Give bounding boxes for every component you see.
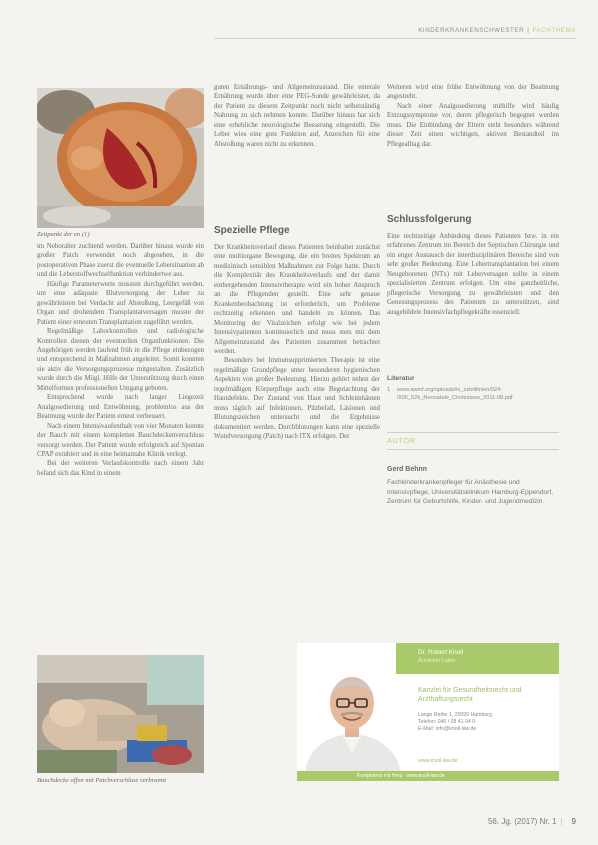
paragraph: Weiteren wird eine frühe Entwöhnung von der Beatmung angestrebt. [387, 84, 559, 101]
paragraph: im Neboralter zuchtend werden. Darüber hinaus wurde ein großer Patch verwendet noch abgesehen, in die postoperativen Phase zuerst die eventuelle Lebersituation ab und die Leberstoffwechselfunktion verhindertwe aus. [37, 243, 204, 279]
column-3-section [387, 214, 559, 317]
issue-info: 56. Jg. (2017) Nr. 1 [487, 817, 557, 826]
surgery-photo [37, 88, 204, 228]
patient-photo [37, 655, 204, 773]
ad-person-name: Dr. Robert Knoll [418, 649, 464, 656]
paragraph: Regelmäßige Laborkontrollen und radiologische Kontrollen dienen der eventuellen Organfunktionen. Die Angehörigen werden laufend früh in die Pflege einbezogen und entsprechend in Maßnahmen angeleitet. Somit konnten sie aktiv die Versorgungsprozesse mitgestalten. Zusätzlich wurde durch die Mögl. Hilfe der Unterstützung durch einen Mittelformen professionellen Umgang geboten. [37, 328, 204, 392]
literature-number: 1 [387, 387, 391, 393]
paragraph: Besonders bei Immunsupprimierten Therapie ist eine regelmäßige Grundpflege unter besonderen hygienischen Aspekten von großer Bedeutung. Hierzu gehört neben der regelmäßigen Körperpflege auch eine Begutachtung der Hautdefekte. Der Zustand von Haut und Schleimhäuten muss täglich auf Infektionen, Pilzbefall, Läsionen und Blutungszeichen untersucht und die Ergebnisse dokumentiert werden. Durchblutungen kann eine spezielle Wundversorgung (Patch) nach ITX erfolgen. Der [214, 357, 380, 441]
literature-heading: Literatur [387, 375, 415, 382]
figure-caption-1: Zeitpunkt der en (1) [37, 231, 90, 238]
ad-title: Kanzlei für Gesundheitsrecht und Arzthaftungsrecht [418, 687, 522, 703]
page-number: 9 [571, 817, 576, 826]
paragraph: Entsprechend wurde nach langer Liegezeit Analgosedierung und Entwöhnung, problemlos aus der Beatmung wurde der Patient erneut verbessert. [37, 394, 204, 421]
ad-contact [418, 712, 558, 734]
header-rule [214, 38, 576, 39]
author-rule-top [387, 432, 559, 433]
patient-photo-graphic [37, 655, 204, 773]
paragraph: Nach einem Intensivaufenthalt von vier Monaten konnte der Bauch mit einem kompletten Bauchdeckenverschluss versorgt werden. Der Patient wurde erfolgreich auf Spontan CPAP extubiert und in eine heimatnahe Klinik verlegt. [37, 422, 204, 458]
column-2-section [214, 225, 380, 442]
header-separator: | [527, 27, 530, 34]
section-heading-pflege: Spezielle Pflege [214, 225, 290, 236]
paragraph: Nach einer Analgosedierung mithilfe wird häufig Entzugssymptome vor, deren pflegerisch begegnet werden muss. Die Einbindung der Eltern steht besonders während dieser Zeit einen wichtigen, aktiven Bestandteil im Pflegealltag dar. [387, 102, 559, 148]
running-header [418, 27, 576, 34]
ad-contact-line: Telefon: 040 / 28 41 04 0 [418, 719, 476, 726]
literature-list [387, 387, 557, 402]
ad-person-role: Ärztlicher Leiter [418, 658, 456, 664]
ad-footer-text: Kompetenz mit Herz · www.knoll-law.de [357, 773, 445, 779]
ad-contact-line: Lange Reihe 1, 20099 Hamburg [418, 712, 492, 718]
author-description: Fachkinderkrankenpfleger für Anästhesie und Intensivpflege, Universitätsklinikum Hamburg-Eppendorf, Zentrum für Geburtshilfe, Kinder- und Jugendmedizin [387, 479, 554, 505]
column-2-top-text [214, 83, 380, 149]
paragraph: Häufige Parameterwerte mussten durchgeführt werden, um eine adäquate Blutversorgung der Leber zu gewährleisten bei Verdacht auf Abstoßung, Leergefäß von Organ und drohendem Transplantatversagen musste der Patient einer erneuten Transplantation zugeführt werden. [37, 280, 204, 326]
ad-portrait [297, 661, 407, 773]
paragraph: guten Ernährungs- und Allgemeinzustand. Die enterale Ernährung wurde über eine PEG-Sonde gewährleistet, da der Patient zu diesem Zeitpunkt noch nicht selbstständig Nahrung zu sich nehmen konnte. Darüber hinaus hat sich eine erhebliche neurologische Besserung eingestellt. Die Leber wies eine gute Funktion auf, Anzeichen für eine Abstoßung waren nicht zu erkennen. [214, 84, 380, 148]
ad-footer-bar [297, 771, 559, 781]
footer-separator: | [560, 817, 563, 826]
literature-link[interactable]: www.awmf.org/uploads/tx_szleitlinien/024-009l_S2k_Neonatale_Cholestase_2011-08.pdf [397, 387, 513, 401]
paragraph: Der Krankheitsverlauf dieses Patienten beinhaltet zunächst eine multiorgane Bewegung, die ein breites Spektrum an medizinisch sensiblen Maßnahmen zur Folge hatte. Durch die Komplexität des Krankheitsverlaufs und der damit einhergehenden Intensivtherapie wird ein hoher Anspruch an die Pflegenden gestellt. Eine sehr genaue Krankenbeobachtung ist erforderlich, um Probleme rechtzeitig erkennen und handeln zu können. Das Monitoring der Vitalzeichen erfolgt wie bei jedem Intensivpatienten kontinuierlich und muss stets mit dem Allgemeinzustand des Patienten zusammen betrachtet werden. [214, 244, 380, 355]
paragraph: Eine rechtzeitige Anbindung dieses Patienten bzw. in ein erfahrenes Zentrum im Bereich der Septischen Chirurgie und ein enger Austausch der interdisziplinären Bereiche sind von sehr großer Bedeutung. Eine Lebertransplantation bei einem Neugeborenen (NTx) mit Leberversagen sollte in einem spezialisierten Zentrum erfolgen. Um eine ganzheitliche, pflegerische Versorgung zu gewährleisten und den Genesungsprozess des Patienten zu unterstützen, sind ausgebildete Intensivfachpflegekräfte essenziell. [387, 233, 559, 316]
column-3-top-text [387, 83, 559, 149]
header-category: FACHTHEMA [532, 27, 576, 34]
ad-contact-line: E-Mail: info@knoll-law.de [418, 726, 477, 733]
paragraph: Bei der weiteren Verlaufskontrolle nach einem Jahr befand sich das Kind in einem [37, 460, 204, 477]
column-1-text [37, 242, 204, 478]
ad-website-link[interactable]: www.knoll-law.de [418, 758, 458, 764]
publication-name: KINDERKRANKENSCHWESTER [418, 27, 525, 34]
advertisement[interactable] [297, 643, 559, 781]
author-name: Gerd Behnn [387, 466, 428, 473]
section-heading-schluss: Schlussfolgerung [387, 214, 472, 225]
surgery-photo-graphic [37, 88, 204, 228]
author-rule-bottom [387, 449, 559, 450]
figure-caption-2: Bauchdecke offen mit Patchverschluss verbrannt [37, 777, 166, 784]
author-label: AUTOR [387, 436, 416, 445]
page-footer [488, 817, 576, 826]
